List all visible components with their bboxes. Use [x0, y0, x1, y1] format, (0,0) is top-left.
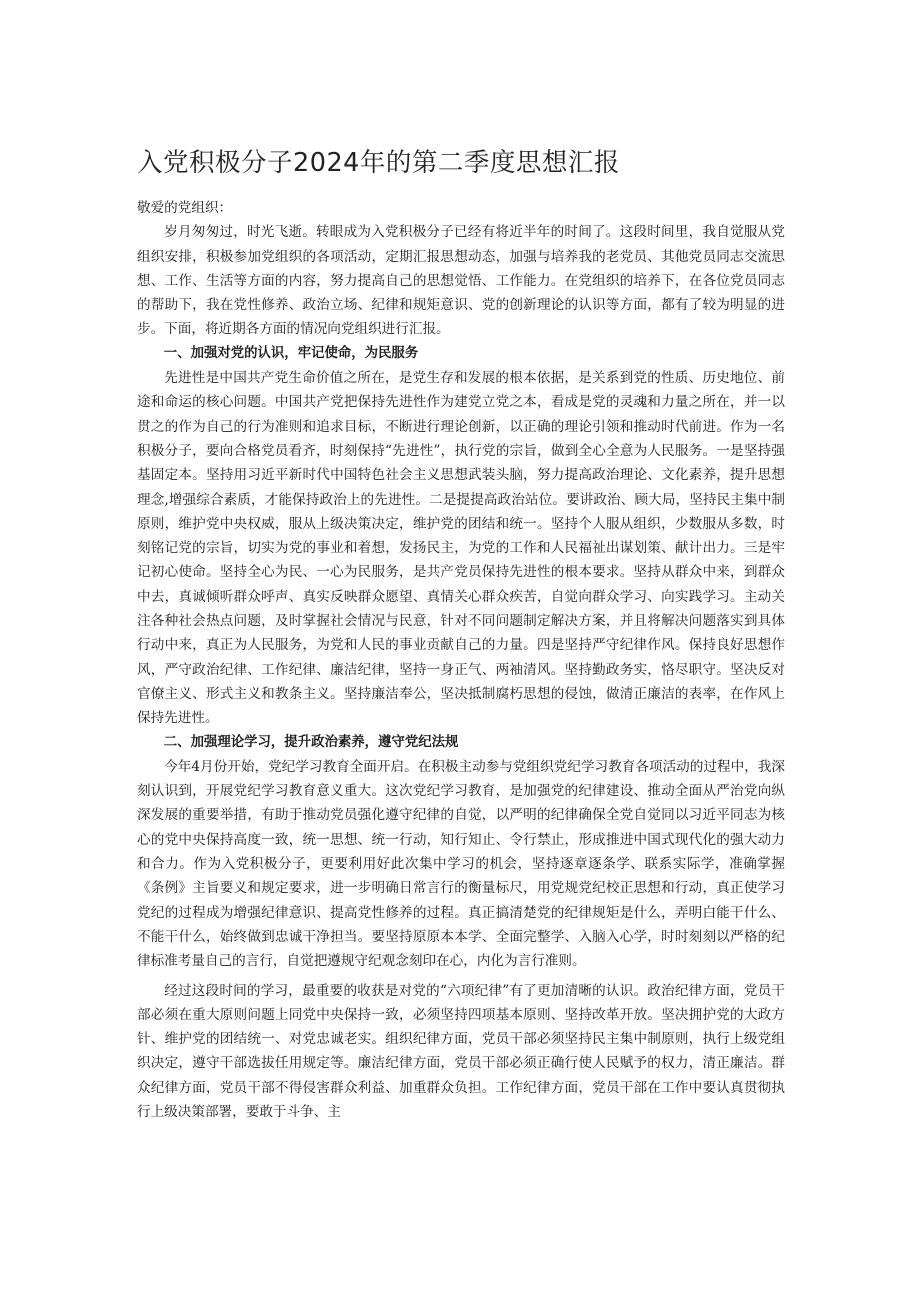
document-title: 入党积极分子2024年的第二季度思想汇报: [137, 148, 620, 178]
paragraph-six-disciplines: 经过这段时间的学习，最重要的收获是对党的“六项纪律”有了更加清晰的认识。政治纪律方面，党员干部必须在重大原则问题上同党中央保持一致，必须坚持四项基本原则、坚持改革开放。坚决拥护党的大政方针、维护党的团结统一、对党忠诚老实。组织纪律方面，党员干部必须坚持民主集中制原则，执行上级党组织决定，遵守干部选拔任用规定等。廉洁纪律方面，党员干部必须正确行使人民赋予的权力，清正廉洁。群众纪律方面，党员干部不得侵害群众利益、加重群众负担。工作纪律方面，党员干部在工作中要认真贯彻执行上级决策部署，要敢于斗争、主: [137, 982, 785, 1120]
paragraph-section-2: 今年4月份开始，党纪学习教育全面开启。在积极主动参与党组织党纪学习教育各项活动的过程中，我深刻认识到，开展党纪学习教育意义重大。这次党纪学习教育，是加强党的纪律建设、推动全面从严治党向纵深发展的重要举措，有助于推动党员强化遵守纪律的自觉，以严明的纪律确保全党自觉同以习近平同志为核心的党中央保持高度一致，统一思想、统一行动，知行知止、令行禁止，形成推进中国式现代化的强大动力和合力。作为入党积极分子，更要利用好此次集中学习的机会，坚持逐章逐条学、联系实际学，准确掌握《条例》主旨要义和规定要求，进一步明确日常言行的衡量标尺，用党规党纪校正思想和行动，真正使学习党纪的过程成为增强纪律意识、提高党性修养的过程。真正搞清楚党的纪律规矩是什么，弄明白能干什么、不能干什么，始终做到忠诚干净担当。要坚持原原本本学、全面完整学、入脑入心学，时时刻刻以严格的纪律标准考量自己的言行，自觉把遵规守纪观念刻印在心，内化为言行准则。: [137, 758, 785, 970]
salutation: 敬爱的党组织：: [137, 200, 233, 216]
section-heading-1: 一、加强对党的认识，牢记使命，为民服务: [163, 345, 419, 361]
paragraph-intro: 岁月匆匆过，时光飞逝。转眼成为入党积极分子已经有将近半年的时间了。这段时间里，我自觉服从党组织安排，积极参加党组织的各项活动，定期汇报思想动态，加强与培养我的老党员、其他党员同志交流思想、工作、生活等方面的内容，努力提高自己的思想觉悟、工作能力。在党组织的培养下，在各位党员同志的帮助下，我在党性修养、政治立场、纪律和规矩意识、党的创新理论的认识等方面，都有了较为明显的进步。下面，将近期各方面的情况向党组织进行汇报。: [137, 224, 785, 338]
document-body: [137, 196, 785, 1124]
paragraph-section-1: 先进性是中国共产党生命价值之所在，是党生存和发展的根本依据，是关系到党的性质、历史地位、前途和命运的核心问题。中国共产党把保持先进性作为建党立党之本，看成是党的灵魂和力量之所在，并一以贯之的作为自己的行为准则和追求目标，不断进行理论创新，以正确的理论引领和推动时代前进。作为一名积极分子，要向合格党员看齐，时刻保持“先进性”，执行党的宗旨，做到全心全意为人民服务。一是坚持强基固定本。坚持用习近平新时代中国特色社会主义思想武装头脑，努力提高政治理论、文化素养，提升思想理念,增强综合素质，才能保持政治上的先进性。二是提提高政治站位。要讲政治、顾大局，坚持民主集中制原则，维护党中央权威，服从上级决策决定，维护党的团结和统一。坚持个人服从组织，少数服从多数，时刻铭记党的宗旨，切实为党的事业和着想，发扬民主，为党的工作和人民福祉出谋划策、献计出力。三是牢记初心使命。坚持全心为民、一心为民服务，是共产党员保持先进性的根本要求。坚持从群众中来，到群众中去，真诚倾听群众呼声、真实反映群众愿望、真情关心群众疾苦，自觉向群众学习、向实践学习。主动关注各种社会热点问题，及时掌握社会情况与民意，针对不同问题制定解决方案，并且将解决问题落实到具体行动中来，真正为人民服务，为党和人民的事业贡献自己的力量。四是坚持严守纪律作风。保持良好思想作风，严守政治纪律、工作纪律、廉洁纪律，坚持一身正气、两袖清风。坚持勤政务实，恪尽职守。坚决反对官僚主义、形式主义和教条主义。坚持廉洁奉公，坚决抵制腐朽思想的侵蚀，做清正廉洁的表率，在作风上保持先进性。: [137, 370, 785, 727]
section-heading-2: 二、加强理论学习，提升政治素养，遵守党纪法规: [163, 734, 459, 750]
